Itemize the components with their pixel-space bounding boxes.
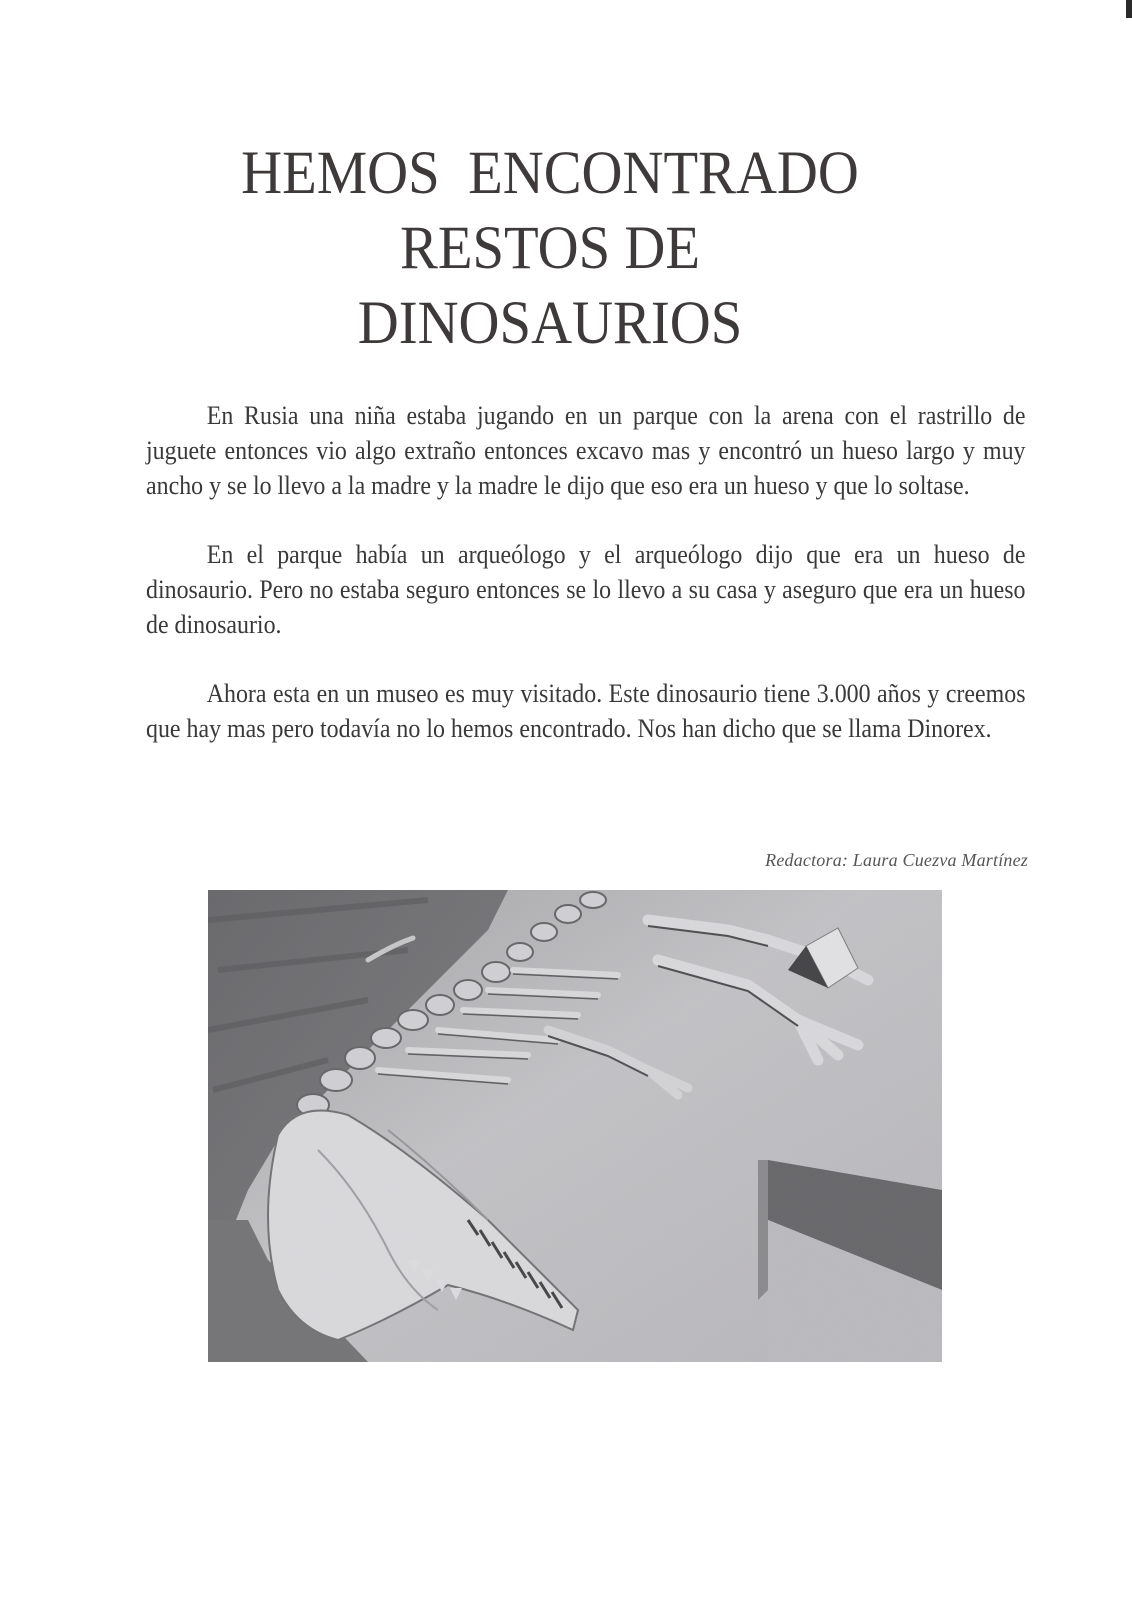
photo-illustration (208, 890, 942, 1362)
paragraph-1: En Rusia una niña estaba jugando en un parque con la arena con el rastrillo de juguete entonces vio algo extraño entonces excavo mas y encontró un hueso largo y muy ancho y se lo llevo a la madre y la madre le dijo que eso era un hueso y que lo soltase. (146, 401, 1026, 500)
dinosaur-skeleton-photo (208, 890, 942, 1362)
title-line-3: DINOSAURIOS (357, 290, 743, 357)
scan-corner-mark (1126, 0, 1132, 18)
title-line-2: RESTOS DE (399, 215, 700, 282)
article-title (169, 136, 932, 361)
article-body (146, 398, 1026, 780)
byline: Redactora: Laura Cuezva Martínez (765, 850, 1028, 870)
paragraph-2: En el parque había un arqueólogo y el arqueólogo dijo que era un hueso de dinosaurio. Pero no estaba seguro entonces se lo llevo a su casa y aseguro que era un hueso de dinosaurio. (146, 540, 1026, 639)
title-line-1: HEMOS ENCONTRADO (241, 140, 859, 207)
paragraph-3: Ahora esta en un museo es muy visitado. Este dinosaurio tiene 3.000 años y creemos que hay mas pero todavía no lo hemos encontrado. Nos han dicho que se llama Dinorex. (146, 679, 1026, 743)
